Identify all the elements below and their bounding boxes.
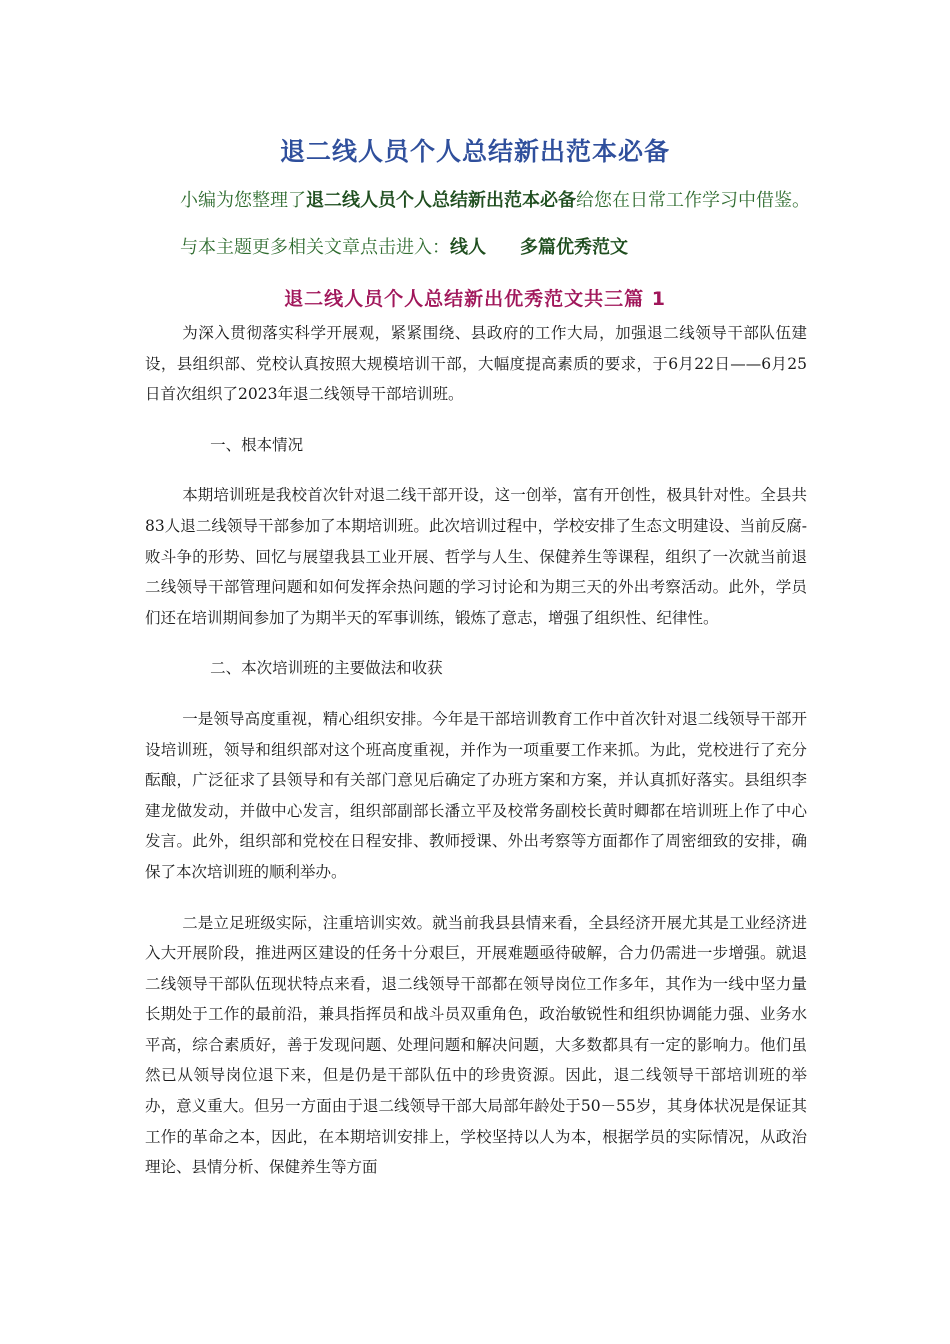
related-prefix: 与本主题更多相关文章点击进入： <box>180 237 450 258</box>
paragraph-intro: 为深入贯彻落实科学开展观，紧紧围绕、县政府的工作大局，加强退二线领导干部队伍建设，县组织部、党校认真按照大规模培训干部，大幅度提高素质的要求，于6月22日——6月25日首次组织了2023年退二线领导干部培训班。 <box>145 324 807 404</box>
intro-line <box>180 186 810 212</box>
document-body <box>145 318 807 1203</box>
related-link-xianren[interactable]: 线人 <box>450 237 486 258</box>
related-articles-line <box>180 233 628 259</box>
paragraph-leadership: 一是领导高度重视，精心组织安排。今年是干部培训教育工作中首次针对退二线领导干部开设培训班，领导和组织部对这个班高度重视，并作为一项重要工作来抓。为此，党校进行了充分酝酿，广泛征求了县领导和有关部门意见后确定了办班方案和方案，并认真抓好落实。县组织李建龙做发动，并做中心发言，组织部副部长潘立平及校常务副校长黄时卿都在培训班上作了中心发言。此外，组织部和党校在日程安排、教师授课、外出考察等方面都作了周密细致的安排，确保了本次培训班的顺利举办。 <box>145 709 807 881</box>
paragraph-basic-situation: 本期培训班是我校首次针对退二线干部开设，这一创举，富有开创性，极具针对性。全县共83人退二线领导干部参加了本期培训班。此次培训过程中，学校安排了生态文明建设、当前反腐-败斗争的形势、回忆与展望我县工业开展、哲学与人生、保健养生等课程，组织了一次就当前退二线领导干部管理问题和如何发挥余热问题的学习讨论和为期三天的外出考察活动。此外，学员们还在培训期间参加了为期半天的军事训练，锻炼了意志，增强了组织性、纪律性。 <box>145 486 807 627</box>
intro-bold-title: 退二线人员个人总结新出范本必备 <box>306 190 576 211</box>
document-title: 退二线人员个人总结新出范本必备 <box>279 137 670 166</box>
paragraph-class-reality: 二是立足班级实际，注重培训实效。就当前我县县情来看，全县经济开展尤其是工业经济进入大开展阶段，推进两区建设的任务十分艰巨，开展难题亟待破解，合力仍需进一步增强。就退二线领导干部队伍现状特点来看，退二线领导干部都在领导岗位工作多年，其作为一线中坚力量长期处于工作的最前沿，兼具指挥员和战斗员双重角色，政治敏锐性和组织协调能力强、业务水平高，综合素质好，善于发现问题、处理问题和解决问题，大多数都具有一定的影响力。他们虽然已从领导岗位退下来，但是仍是干部队伍中的珍贵资源。因此，退二线领导干部培训班的举办，意义重大。但另一方面由于退二线领导干部大局部年龄处于50－55岁，其身体状况是保证其工作的革命之本，因此，在本期培训安排上，学校坚持以人为本，根据学员的实际情况，从政治理论、县情分析、保健养生等方面 <box>145 913 807 1177</box>
intro-suffix: 给您在日常工作学习中借鉴。 <box>576 190 810 211</box>
heading-main-practices: 二、本次培训班的主要做法和收获 <box>210 659 443 678</box>
section-subtitle: 退二线人员个人总结新出优秀范文共三篇 1 <box>284 288 666 310</box>
related-link-fanwen[interactable]: 多篇优秀范文 <box>520 237 628 258</box>
heading-basic-situation: 一、根本情况 <box>210 435 304 454</box>
intro-prefix: 小编为您整理了 <box>180 190 306 211</box>
